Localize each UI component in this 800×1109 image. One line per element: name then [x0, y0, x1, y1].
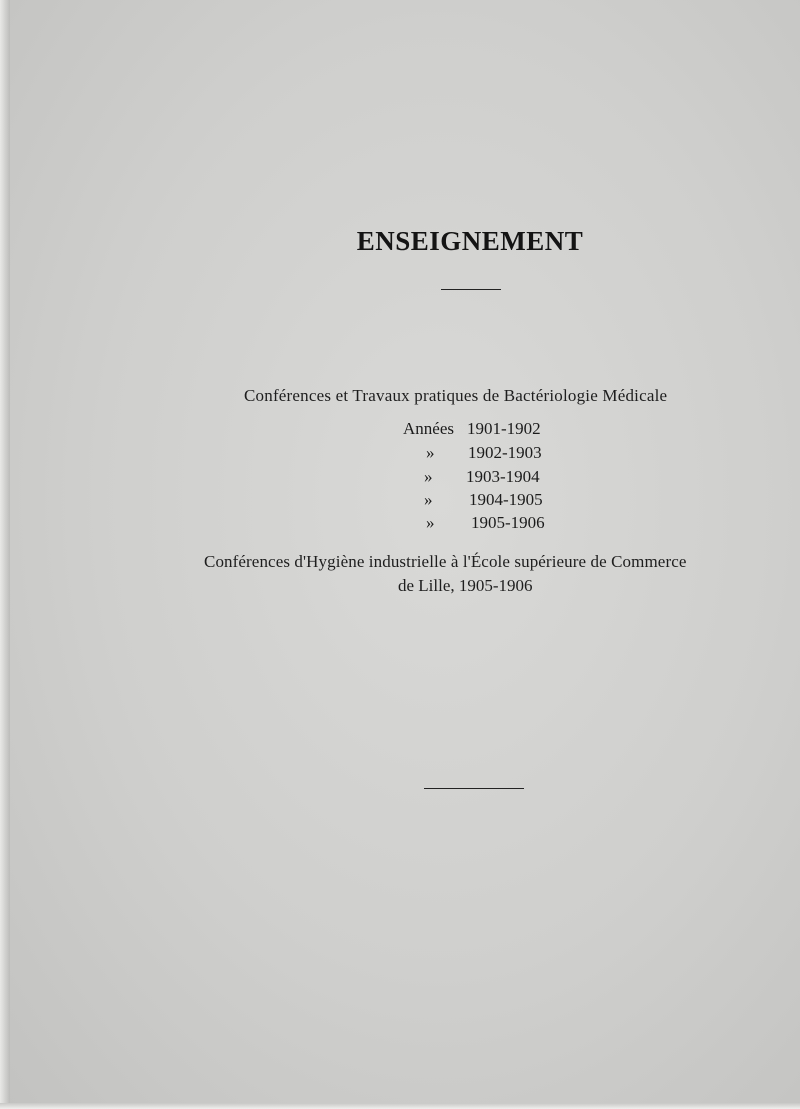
year-range: 1903-1904	[466, 467, 540, 486]
ditto-mark: »	[424, 467, 433, 486]
lectures-line-1: Conférences d'Hygiène industrielle à l'École supérieure de Commerce	[204, 552, 687, 571]
year-range: 1905-1906	[471, 513, 545, 532]
page-left-edge	[0, 0, 10, 1109]
course-heading: Conférences et Travaux pratiques de Bactériologie Médicale	[244, 386, 668, 405]
page-title: ENSEIGNEMENT	[356, 226, 584, 256]
year-range: 1904-1905	[469, 490, 543, 509]
lectures-line-2: de Lille, 1905-1906	[398, 576, 533, 595]
year-range: 1901-1902	[467, 419, 541, 438]
year-range: 1902-1903	[468, 443, 542, 462]
years-label: Années	[403, 419, 454, 438]
page-bottom-edge	[0, 1103, 800, 1109]
title-divider	[441, 289, 501, 290]
ditto-mark: »	[426, 443, 435, 462]
ditto-mark: »	[424, 490, 433, 509]
closing-divider	[424, 788, 524, 789]
ditto-mark: »	[426, 513, 435, 532]
